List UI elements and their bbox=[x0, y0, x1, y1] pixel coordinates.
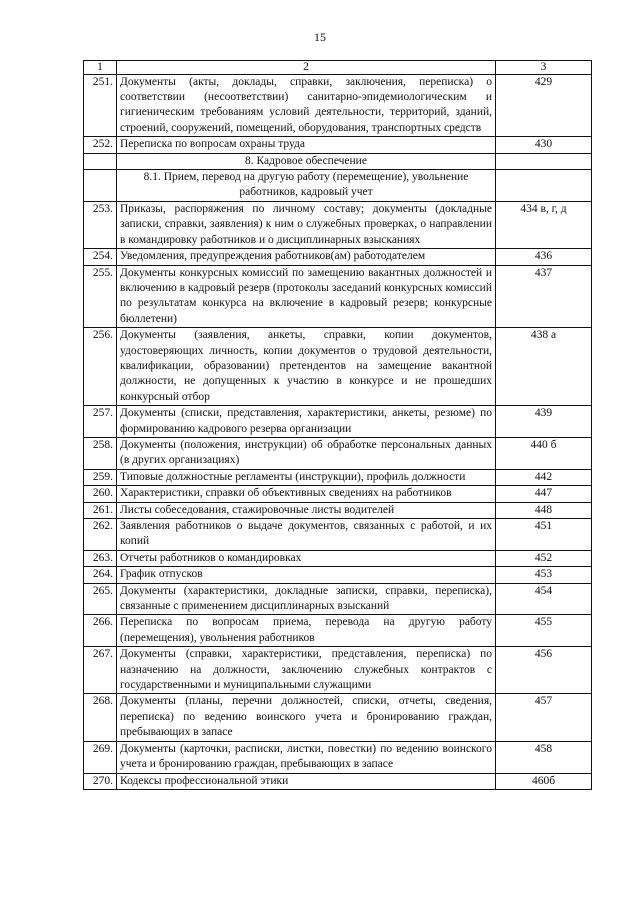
row-number: 255. bbox=[84, 265, 117, 328]
row-document-text: Типовые должностные регламенты (инструкции), профиль должности bbox=[117, 469, 496, 485]
row-number: 263. bbox=[84, 550, 117, 566]
row-document-text: Уведомления, предупреждения работников(ам) работодателем bbox=[117, 249, 496, 265]
table-row bbox=[84, 265, 592, 328]
row-document-text: Документы (карточки, расписки, листки, повестки) по ведению воинского учета и бронированию граждан, пребывающих в запасе bbox=[117, 741, 496, 773]
header-col-3: 3 bbox=[496, 61, 592, 75]
row-document-text: Документы (положения, инструкции) об обработке персональных данных (в других организациях) bbox=[117, 437, 496, 469]
row-document-text: Заявления работников о выдаче документов, связанных с работой, и их копий bbox=[117, 519, 496, 551]
row-number: 258. bbox=[84, 437, 117, 469]
page-number: 15 bbox=[314, 30, 326, 44]
table-row bbox=[84, 647, 592, 694]
table-header-row bbox=[84, 61, 592, 75]
table-row bbox=[84, 550, 592, 566]
row-number: 270. bbox=[84, 773, 117, 789]
table-row bbox=[84, 583, 592, 615]
table-row bbox=[84, 567, 592, 583]
row-article-number: 457 bbox=[496, 694, 592, 741]
row-article-number: 448 bbox=[496, 502, 592, 518]
row-document-text: Документы (списки, представления, характеристики, анкеты, резюме) по формированию кадрового резерва организации bbox=[117, 406, 496, 438]
row-article-number: 437 bbox=[496, 265, 592, 328]
row-number: 267. bbox=[84, 647, 117, 694]
row-document-text: Отчеты работников о командировках bbox=[117, 550, 496, 566]
row-document-text: Документы (справки, характеристики, представления, переписка) по назначению на должности, заключению служебных контрактов с государственными и муниципальными служащими bbox=[117, 647, 496, 694]
row-article-number: 458 bbox=[496, 741, 592, 773]
table-row bbox=[84, 502, 592, 518]
row-article-number: 430 bbox=[496, 137, 592, 153]
table-row bbox=[84, 74, 592, 137]
row-article-number: 440 б bbox=[496, 437, 592, 469]
row-document-text: Документы конкурсных комиссий по замещению вакантных должностей и включению в кадровый резерв (протоколы заседаний конкурсных комиссий по результатам конкурса на включение в кадровый резерв; конкурсные бюллетени) bbox=[117, 265, 496, 328]
table-row bbox=[84, 406, 592, 438]
row-article-number: 455 bbox=[496, 615, 592, 647]
table-row bbox=[84, 486, 592, 502]
row-number: 254. bbox=[84, 249, 117, 265]
table-row bbox=[84, 741, 592, 773]
row-number: 266. bbox=[84, 615, 117, 647]
table-row bbox=[84, 694, 592, 741]
row-article-number: 436 bbox=[496, 249, 592, 265]
table-row bbox=[84, 615, 592, 647]
row-article-number: 454 bbox=[496, 583, 592, 615]
row-document-text: Переписка по вопросам охраны труда bbox=[117, 137, 496, 153]
row-number: 251. bbox=[84, 74, 117, 137]
row-article-number: 434 в, г, д bbox=[496, 201, 592, 248]
row-number: 265. bbox=[84, 583, 117, 615]
row-number: 262. bbox=[84, 519, 117, 551]
table-row bbox=[84, 328, 592, 406]
row-number: 264. bbox=[84, 567, 117, 583]
row-number: 269. bbox=[84, 741, 117, 773]
row-article-number: 452 bbox=[496, 550, 592, 566]
table-row bbox=[84, 249, 592, 265]
table-row bbox=[84, 201, 592, 248]
row-number: 259. bbox=[84, 469, 117, 485]
row-document-text: Документы (характеристики, докладные записки, справки, переписка), связанные с применением дисциплинарных взысканий bbox=[117, 583, 496, 615]
row-document-text: Документы (планы, перечни должностей, списки, отчеты, сведения, переписка) по ведению воинского учета и бронированию граждан, пребывающих в запасе bbox=[117, 694, 496, 741]
row-document-text: Характеристики, справки об объективных сведениях на работников bbox=[117, 486, 496, 502]
row-document-text: Приказы, распоряжения по личному составу; документы (докладные записки, справки, заявления) к ним о служебных проверках, о направлении в командировку работников и о дисциплинарных взысканиях bbox=[117, 201, 496, 248]
row-article-number: 447 bbox=[496, 486, 592, 502]
row-document-text: График отпусков bbox=[117, 567, 496, 583]
table-row bbox=[84, 137, 592, 153]
table-row bbox=[84, 773, 592, 789]
row-article-number: 453 bbox=[496, 567, 592, 583]
row-article-number: 429 bbox=[496, 74, 592, 137]
row-article-number: 438 а bbox=[496, 328, 592, 406]
header-col-1: 1 bbox=[84, 61, 117, 75]
table-row bbox=[84, 469, 592, 485]
header-col-2: 2 bbox=[117, 61, 496, 75]
row-number: 256. bbox=[84, 328, 117, 406]
row-document-text: Документы (заявления, анкеты, справки, копии документов, удостоверяющих личность, копии документов о трудовой деятельности, квалификации, образовании) претендентов на замещение вакантной должности, не допущенных к участию в конкурсе и не прошедших конкурсный отбор bbox=[117, 328, 496, 406]
row-document-text: Кодексы профессиональной этики bbox=[117, 773, 496, 789]
section-row bbox=[84, 153, 592, 169]
row-document-text: Переписка по вопросам приема, перевода на другую работу (перемещения), увольнения работников bbox=[117, 615, 496, 647]
row-article-number: 439 bbox=[496, 406, 592, 438]
row-number: 252. bbox=[84, 137, 117, 153]
row-article-number: 442 bbox=[496, 469, 592, 485]
row-article-number: 451 bbox=[496, 519, 592, 551]
table-row bbox=[84, 437, 592, 469]
row-number: 261. bbox=[84, 502, 117, 518]
records-table bbox=[83, 60, 592, 790]
subsection-row bbox=[84, 170, 592, 202]
section-title: 8. Кадровое обеспечение bbox=[117, 153, 496, 169]
row-number: 268. bbox=[84, 694, 117, 741]
row-number: 257. bbox=[84, 406, 117, 438]
table-row bbox=[84, 519, 592, 551]
row-article-number: 456 bbox=[496, 647, 592, 694]
row-article-number: 460б bbox=[496, 773, 592, 789]
subsection-title: 8.1. Прием, перевод на другую работу (перемещение), увольнение работников, кадровый учет bbox=[117, 170, 496, 202]
row-number: 260. bbox=[84, 486, 117, 502]
row-number: 253. bbox=[84, 201, 117, 248]
row-document-text: Документы (акты, доклады, справки, заключения, переписка) о соответствии (несоответствии) санитарно-эпидемиологическим и гигиеническим требованиям условий деятельности, территорий, зданий, строений, сооружений, помещений, оборудования, транспортных средств bbox=[117, 74, 496, 137]
row-document-text: Листы собеседования, стажировочные листы водителей bbox=[117, 502, 496, 518]
